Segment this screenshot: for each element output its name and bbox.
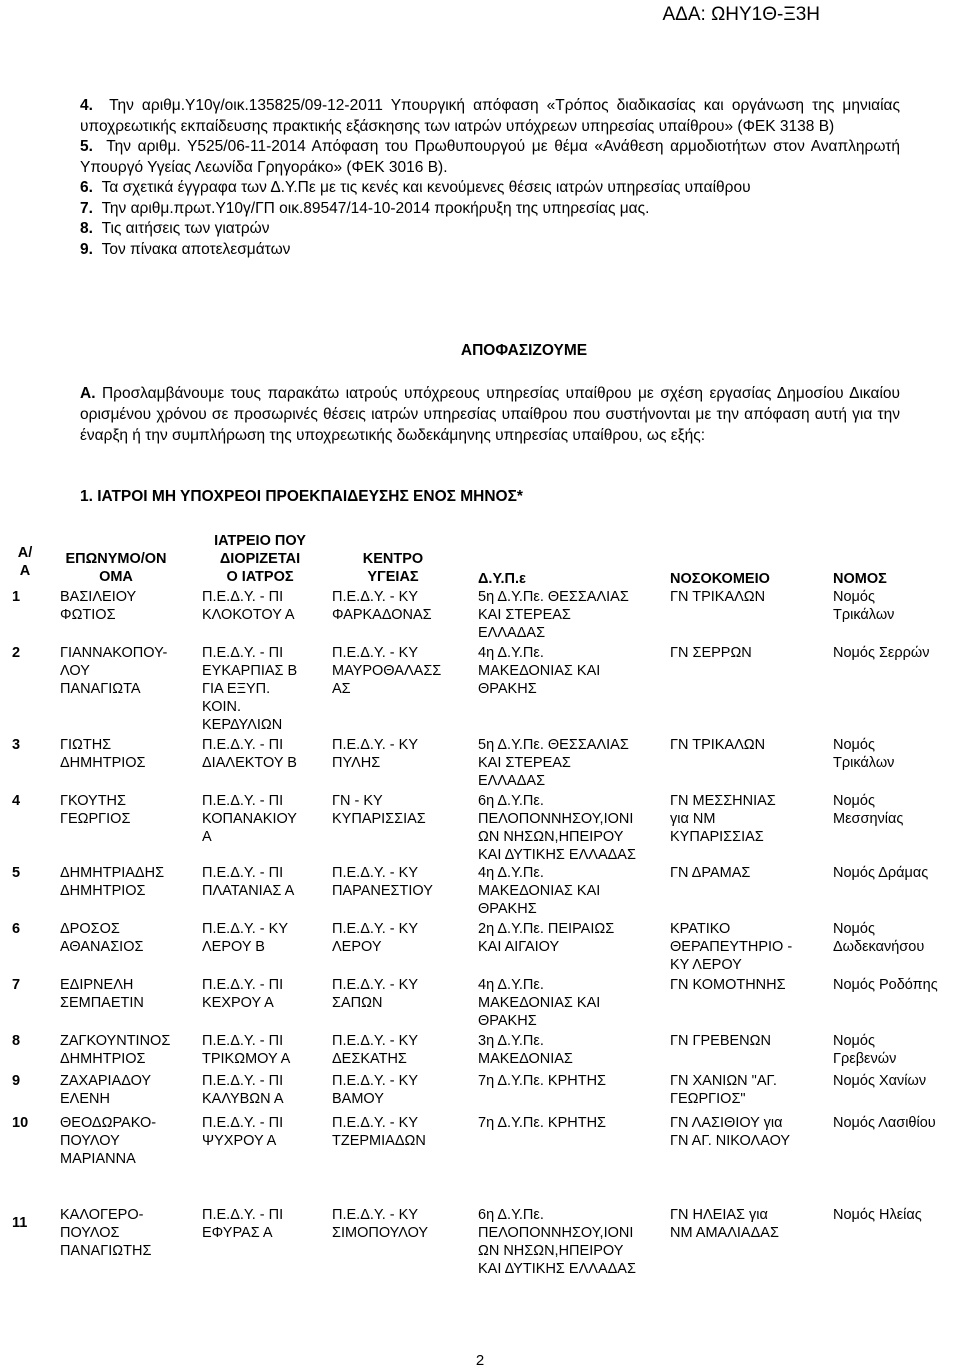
- cell-dype: 3η Δ.Υ.Πε. ΜΑΚΕΔΟΝΙΑΣ: [478, 1033, 573, 1067]
- cell-aa: 6: [12, 921, 21, 937]
- cell-dype: 4η Δ.Υ.Πε. ΜΑΚΕΔΟΝΙΑΣ ΚΑΙ ΘΡΑΚΗΣ: [478, 865, 601, 917]
- cell-dype: 4η Δ.Υ.Πε. ΜΑΚΕΔΟΝΙΑΣ ΚΑΙ ΘΡΑΚΗΣ: [478, 977, 601, 1029]
- cell-prefecture: Νομός Τρικάλων: [833, 737, 895, 771]
- cell-aa: 9: [12, 1073, 21, 1089]
- paragraph-label: Α.: [80, 385, 96, 402]
- cell-aa: 8: [12, 1033, 21, 1049]
- header-center: ΚΕΝΤΡΟ ΥΓΕΙΑΣ: [362, 551, 424, 585]
- header-dype: Δ.Υ.Π.ε: [478, 571, 526, 587]
- header-hospital: ΝΟΣΟΚΟΜΕΙΟ: [670, 571, 770, 587]
- cell-office: Π.Ε.Δ.Υ. - ΠΙ ΨΥΧΡΟΥ Α: [202, 1115, 284, 1149]
- cell-name: ΔΡΟΣΟΣ ΑΘΑΝΑΣΙΟΣ: [60, 921, 144, 955]
- cell-name: ΖΑΓΚΟΥΝΤΙΝΟΣ ΔΗΜΗΤΡΙΟΣ: [60, 1033, 171, 1067]
- cell-prefecture: Νομός Γρεβενών: [833, 1033, 897, 1067]
- header-prefecture: ΝΟΜΟΣ: [833, 571, 887, 587]
- cell-prefecture: Νομός Δωδεκανήσου: [833, 921, 925, 955]
- cell-center: Π.Ε.Δ.Υ. - ΚΥ ΒΑΜΟΥ: [332, 1073, 418, 1107]
- cell-aa: 3: [12, 737, 21, 753]
- cell-dype: 5η Δ.Υ.Πε. ΘΕΣΣΑΛΙΑΣ ΚΑΙ ΣΤΕΡΕΑΣ ΕΛΛΑΔΑΣ: [478, 737, 629, 789]
- cell-office: Π.Ε.Δ.Υ. - ΠΙ ΠΛΑΤΑΝΙΑΣ Α: [202, 865, 295, 899]
- cell-prefecture: Νομός Σερρών: [833, 645, 930, 661]
- cell-center: Π.Ε.Δ.Υ. - ΚΥ ΣΙΜΟΠΟΥΛΟΥ: [332, 1207, 429, 1241]
- cell-office: Π.Ε.Δ.Υ. - ΠΙ ΚΕΧΡΟΥ Α: [202, 977, 284, 1011]
- cell-hospital: ΓΝ ΚΟΜΟΤΗΝΗΣ: [670, 977, 786, 993]
- cell-center: Π.Ε.Δ.Υ. - ΚΥ ΔΕΣΚΑΤΗΣ: [332, 1033, 418, 1067]
- decision-paragraph: [80, 383, 900, 446]
- cell-dype: 2η Δ.Υ.Πε. ΠΕΙΡΑΙΩΣ ΚΑΙ ΑΙΓΑΙΟΥ: [478, 921, 615, 955]
- cell-center: Π.Ε.Δ.Υ. - ΚΥ ΠΑΡΑΝΕΣΤΙΟΥ: [332, 865, 433, 899]
- cell-name: ΚΑΛΟΓΕΡΟ- ΠΟΥΛΟΣ ΠΑΝΑΓΙΩΤΗΣ: [60, 1207, 152, 1259]
- cell-center: ΓΝ - ΚΥ ΚΥΠΑΡΙΣΣΙΑΣ: [332, 793, 426, 827]
- cell-aa: 10: [12, 1115, 29, 1131]
- cell-dype: 6η Δ.Υ.Πε. ΠΕΛΟΠΟΝΝΗΣΟΥ,ΙΟΝΙ ΩΝ ΝΗΣΩΝ,ΗΠΕΙΡΟΥ ΚΑΙ ΔΥΤΙΚΗΣ ΕΛΛΑΔΑΣ: [478, 793, 636, 863]
- cell-dype: 6η Δ.Υ.Πε. ΠΕΛΟΠΟΝΝΗΣΟΥ,ΙΟΝΙ ΩΝ ΝΗΣΩΝ,ΗΠΕΙΡΟΥ ΚΑΙ ΔΥΤΙΚΗΣ ΕΛΛΑΔΑΣ: [478, 1207, 636, 1277]
- cell-office: Π.Ε.Δ.Υ. - ΠΙ ΤΡΙΚΩΜΟΥ Α: [202, 1033, 291, 1067]
- cell-center: Π.Ε.Δ.Υ. - ΚΥ ΦΑΡΚΑΔΟΝΑΣ: [332, 589, 432, 623]
- cell-hospital: ΓΝ ΤΡΙΚΑΛΩΝ: [670, 737, 766, 753]
- cell-center: Π.Ε.Δ.Υ. - ΚΥ ΜΑΥΡΟΘΑΛΑΣΣ ΑΣ: [332, 645, 442, 697]
- reference-item: 6. Τα σχετικά έγγραφα των Δ.Υ.Πε με τις κενές και κενούμενες θέσεις ιατρών υπηρεσίας υπαίθρου: [80, 179, 751, 196]
- cell-prefecture: Νομός Μεσσηνίας: [833, 793, 904, 827]
- cell-hospital: ΓΝ ΧΑΝΙΩΝ "ΑΓ. ΓΕΩΡΓΙΟΣ": [670, 1073, 777, 1107]
- reference-item: 9. Τον πίνακα αποτελεσμάτων: [80, 240, 291, 258]
- cell-aa: 5: [12, 865, 21, 881]
- cell-name: ΖΑΧΑΡΙΑΔΟΥ ΕΛΕΝΗ: [60, 1073, 152, 1107]
- cell-hospital: ΚΡΑΤΙΚΟ ΘΕΡΑΠΕΥΤΗΡΙΟ - ΚΥ ΛΕΡΟΥ: [670, 921, 793, 973]
- cell-office: Π.Ε.Δ.Υ. - ΠΙ ΚΛΟΚΟΤΟΥ Α: [202, 589, 295, 623]
- cell-dype: 7η Δ.Υ.Πε. ΚΡΗΤΗΣ: [478, 1115, 607, 1131]
- cell-office: Π.Ε.Δ.Υ. - ΠΙ ΚΑΛΥΒΩΝ Α: [202, 1073, 284, 1107]
- cell-prefecture: Νομός Χανίων: [833, 1073, 927, 1089]
- cell-aa: 11: [12, 1215, 28, 1231]
- ada-code: ΑΔΑ: ΩΗΥ1Θ-Ξ3Η: [662, 4, 820, 25]
- cell-hospital: ΓΝ ΓΡΕΒΕΝΩΝ: [670, 1033, 771, 1049]
- section-title: 1. ΙΑΤΡΟΙ ΜΗ ΥΠΟΧΡΕΟΙ ΠΡΟΕΚΠΑΙΔΕΥΣΗΣ ΕΝΟΣ ΜΗΝΟΣ*: [80, 488, 523, 505]
- cell-aa: 2: [12, 645, 21, 661]
- cell-office: Π.Ε.Δ.Υ. - ΠΙ ΔΙΑΛΕΚΤΟΥ Β: [202, 737, 297, 771]
- cell-office: Π.Ε.Δ.Υ. - ΠΙ ΕΦΥΡΑΣ Α: [202, 1207, 284, 1241]
- reference-item: 4. Την αριθμ.Υ10γ/οικ.135825/09-12-2011 Υπουργική απόφαση «Τρόπος διαδικασίας και οργάνωση της μηνιαίας υποχρεωτικής εκπαίδευσης πρακτικής εξάσκησης των ιατρών υπόχρεων υπηρεσίας υπαίθρου» (ΦΕΚ 3138 Β): [80, 97, 900, 135]
- cell-office: Π.Ε.Δ.Υ. - ΠΙ ΚΟΠΑΝΑΚΙΟΥ Α: [202, 793, 297, 845]
- cell-name: ΓΚΟΥΤΗΣ ΓΕΩΡΓΙΟΣ: [60, 793, 131, 827]
- cell-prefecture: Νομός Τρικάλων: [833, 589, 895, 623]
- cell-center: Π.Ε.Δ.Υ. - ΚΥ ΤΖΕΡΜΙΑΔΩΝ: [332, 1115, 426, 1149]
- reference-item: 5. Την αριθμ. Υ525/06-11-2014 Απόφαση του Πρωθυπουργού με θέμα «Ανάθεση αρμοδιοτήτων στον Αναπληρωτή Υπουργό Υγείας Λεωνίδα Γρηγοράκο» (ΦΕΚ 3016 Β).: [80, 138, 900, 176]
- cell-hospital: ΓΝ ΛΑΣΙΘΙΟΥ για ΓΝ ΑΓ. ΝΙΚΟΛΑΟΥ: [670, 1115, 791, 1149]
- cell-name: ΕΔΙΡΝΕΛΗ ΣΕΜΠΑΕΤΙΝ: [60, 977, 144, 1011]
- cell-hospital: ΓΝ ΣΕΡΡΩΝ: [670, 645, 752, 661]
- cell-hospital: ΓΝ ΜΕΣΣΗΝΙΑΣ για ΝΜ ΚΥΠΑΡΙΣΣΙΑΣ: [670, 793, 776, 845]
- cell-name: ΔΗΜΗΤΡΙΑΔΗΣ ΔΗΜΗΤΡΙΟΣ: [60, 865, 165, 899]
- cell-prefecture: Νομός Λασιθίου: [833, 1115, 936, 1131]
- cell-aa: 7: [12, 977, 21, 993]
- cell-hospital: ΓΝ ΔΡΑΜΑΣ: [670, 865, 751, 881]
- cell-office: Π.Ε.Δ.Υ. - ΚΥ ΛΕΡΟΥ Β: [202, 921, 288, 955]
- page-number: 2: [475, 1352, 485, 1369]
- cell-prefecture: Νομός Ηλείας: [833, 1207, 922, 1223]
- cell-name: ΘΕΟΔΩΡΑΚΟ- ΠΟΥΛΟΥ ΜΑΡΙΑΝΝΑ: [60, 1115, 157, 1167]
- cell-center: Π.Ε.Δ.Υ. - ΚΥ ΠΥΛΗΣ: [332, 737, 418, 771]
- cell-dype: 5η Δ.Υ.Πε. ΘΕΣΣΑΛΙΑΣ ΚΑΙ ΣΤΕΡΕΑΣ ΕΛΛΑΔΑΣ: [478, 589, 629, 641]
- header-name: ΕΠΩΝΥΜΟ/ΟΝ ΟΜΑ: [65, 551, 167, 585]
- cell-prefecture: Νομός Ροδόπης: [833, 977, 938, 993]
- cell-name: ΓΙΑΝΝΑΚΟΠΟΥ- ΛΟΥ ΠΑΝΑΓΙΩΤΑ: [60, 645, 168, 697]
- cell-hospital: ΓΝ ΤΡΙΚΑΛΩΝ: [670, 589, 766, 605]
- header-aa: Α/ Α: [17, 545, 33, 579]
- header-office: ΙΑΤΡΕΙΟ ΠΟΥ ΔΙΟΡΙΖΕΤΑΙ Ο ΙΑΤΡΟΣ: [214, 533, 306, 585]
- reference-item: 8. Τις αιτήσεις των γιατρών: [80, 220, 270, 237]
- cell-name: ΓΙΩΤΗΣ ΔΗΜΗΤΡΙΟΣ: [60, 737, 146, 771]
- cell-center: Π.Ε.Δ.Υ. - ΚΥ ΣΑΠΩΝ: [332, 977, 418, 1011]
- cell-dype: 7η Δ.Υ.Πε. ΚΡΗΤΗΣ: [478, 1073, 607, 1089]
- cell-dype: 4η Δ.Υ.Πε. ΜΑΚΕΔΟΝΙΑΣ ΚΑΙ ΘΡΑΚΗΣ: [478, 645, 601, 697]
- cell-prefecture: Νομός Δράμας: [833, 865, 929, 881]
- cell-center: Π.Ε.Δ.Υ. - ΚΥ ΛΕΡΟΥ: [332, 921, 418, 955]
- cell-office: Π.Ε.Δ.Υ. - ΠΙ ΕΥΚΑΡΠΙΑΣ Β ΓΙΑ ΕΞΥΠ. ΚΟΙΝ. ΚΕΡΔΥΛΙΩΝ: [202, 645, 298, 733]
- cell-name: ΒΑΣΙΛΕΙΟΥ ΦΩΤΙΟΣ: [60, 589, 137, 623]
- paragraph-text: Προσλαμβάνουμε τους παρακάτω ιατρούς υπόχρεους υπηρεσίας υπαίθρου με σχέση εργασίας Δημοσίου Δικαίου ορισμένου χρόνου σε προσωρινές θέσεις ιατρών υπηρεσίας υπαίθρου που συστήνονται με την απόφαση αυτή για την έναρξη ή την συμπλήρωση της υποχρεωτικής δωδεκάμηνης υπηρεσίας υπαίθρου, ως εξής:: [80, 385, 900, 444]
- cell-hospital: ΓΝ ΗΛΕΙΑΣ για ΝΜ ΑΜΑΛΙΑΔΑΣ: [670, 1207, 779, 1241]
- cell-aa: 1: [12, 589, 21, 605]
- references-list: [80, 96, 900, 260]
- cell-aa: 4: [12, 793, 21, 809]
- decision-heading: ΑΠΟΦΑΣΙΖΟΥΜΕ: [460, 342, 588, 359]
- reference-item: 7. Την αριθμ.πρωτ.Υ10γ/ΓΠ οικ.89547/14-10-2014 προκήρυξη της υπηρεσίας μας.: [80, 199, 650, 217]
